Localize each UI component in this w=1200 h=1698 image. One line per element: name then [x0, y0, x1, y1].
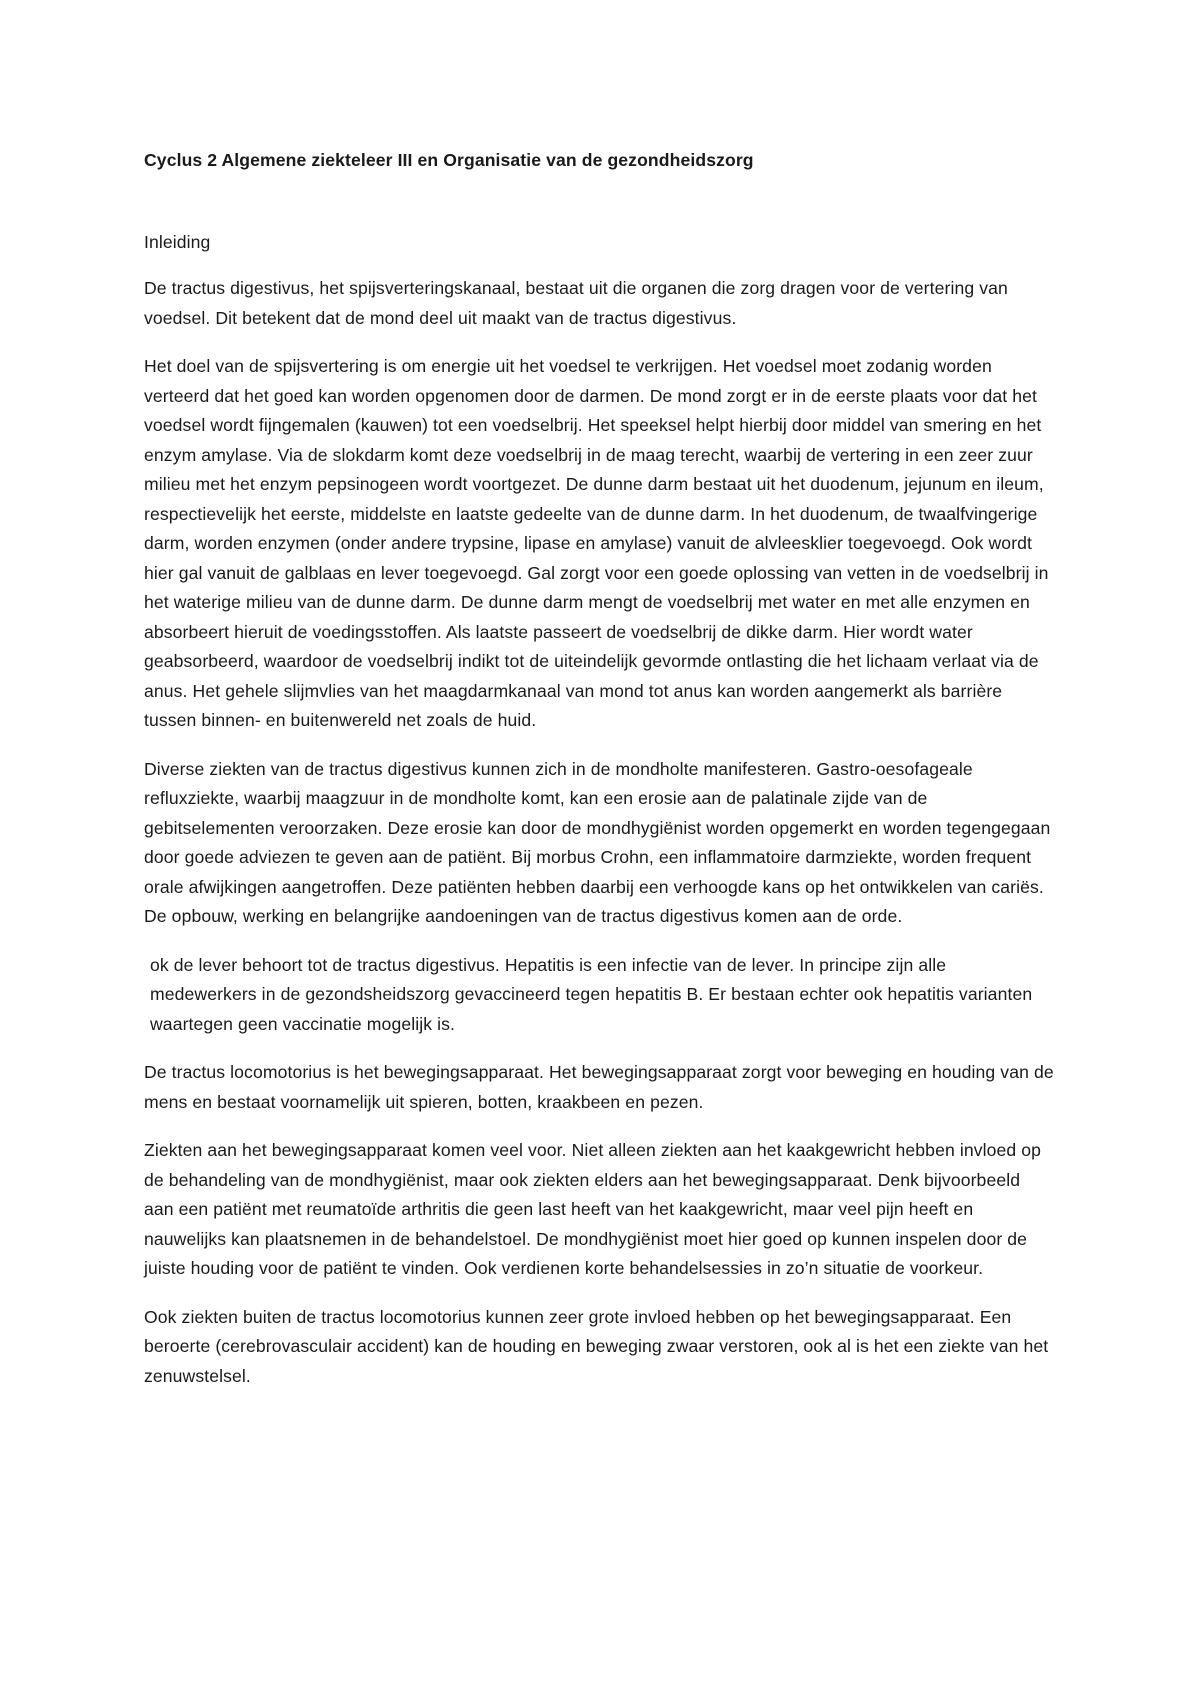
paragraph-1: De tractus digestivus, het spijsverteringskanaal, bestaat uit die organen die zorg dragen voor de vertering van voedsel. Dit betekent dat de mond deel uit maakt van de tractus digestivus. [144, 278, 1008, 328]
document-body [144, 148, 1054, 1410]
paragraph-4: ok de lever behoort tot de tractus digestivus. Hepatitis is een infectie van de lever. In principe zijn alle medewerkers in de gezondsheidszorg gevaccineerd tegen hepatitis B. Er bestaan echter ook hepatitis varianten waartegen geen vaccinatie mogelijk is. [150, 954, 1033, 1034]
paragraph-6: Ziekten aan het bewegingsapparaat komen veel voor. Niet alleen ziekten aan het kaakgewricht hebben invloed op de behandeling van de mondhygiënist, maar ook ziekten elders aan het bewegingsapparaat. Denk bijvoorbeeld aan een patiënt met reumatoïde arthritis die geen last heeft van het kaakgewricht, maar veel pijn heeft en nauwelijks kan plaatsnemen in de behandelstoel. De mondhygiënist moet hier goed op kunnen inspelen door de juiste houding voor de patiënt te vinden. Ook verdienen korte behandelsessies in zo’n situatie de voorkeur. [144, 1140, 1042, 1278]
paragraph-5: De tractus locomotorius is het bewegingsapparaat. Het bewegingsapparaat zorgt voor beweging en houding van de mens en bestaat voornamelijk uit spieren, botten, kraakbeen en pezen. [144, 1062, 1054, 1112]
paragraph-2: Het doel van de spijsvertering is om energie uit het voedsel te verkrijgen. Het voedsel moet zodanig worden verteerd dat het goed kan worden opgenomen door de darmen. De mond zorgt er in de eerste plaats voor dat het voedsel wordt fijngemalen (kauwen) tot een voedselbrij. Het speeksel helpt hierbij door middel van smering en het enzym amylase. Via de slokdarm komt deze voedselbrij in de maag terecht, waarbij de vertering in een zeer zuur milieu met het enzym pepsinogeen wordt voortgezet. De dunne darm bestaat uit het duodenum, jejunum en ileum, respectievelijk het eerste, middelste en laatste gedeelte van de dunne darm. In het duodenum, de twaalfvingerige darm, worden enzymen (onder andere trypsine, lipase en amylase) vanuit de alvleesklier toegevoegd. Ook wordt hier gal vanuit de galblaas en lever toegevoegd. Gal zorgt voor een goede oplossing van vetten in de voedselbrij in het waterige milieu van de dunne darm. De dunne darm mengt de voedselbrij met water en met alle enzymen en absorbeert hieruit de voedingsstoffen. Als laatste passeert de voedselbrij de dikke darm. Hier wordt water geabsorbeerd, waardoor de voedselbrij indikt tot de uiteindelijk gevormde ontlasting die het lichaam verlaat via de anus. Het gehele slijmvlies van het maagdarmkanaal van mond tot anus kan worden aangemerkt als barrière tussen binnen- en buitenwereld net zoals de huid. [144, 356, 1049, 730]
paragraph-3: Diverse ziekten van de tractus digestivus kunnen zich in de mondholte manifesteren. Gastro-oesofageale refluxziekte, waarbij maagzuur in de mondholte komt, kan een erosie aan de palatinale zijde van de gebitselementen veroorzaken. Deze erosie kan door de mondhygiënist worden opgemerkt en worden tegengegaan door goede adviezen te geven aan de patiënt. Bij morbus Crohn, een inflammatoire darmziekte, worden frequent orale afwijkingen aangetroffen. Deze patiënten hebben daarbij een verhoogde kans op het ontwikkelen van cariës. De opbouw, werking en belangrijke aandoeningen van de tractus digestivus komen aan de orde. [144, 758, 1051, 926]
section-heading: Inleiding [144, 232, 211, 252]
document-title: Cyclus 2 Algemene ziekteleer III en Organisatie van de gezondheidszorg [144, 150, 754, 170]
paragraph-7: Ook ziekten buiten de tractus locomotorius kunnen zeer grote invloed hebben op het bewegingsapparaat. Een beroerte (cerebrovasculair accident) kan de houding en beweging zwaar verstoren, ook al is het een ziekte van het zenuwstelsel. [144, 1306, 1049, 1386]
